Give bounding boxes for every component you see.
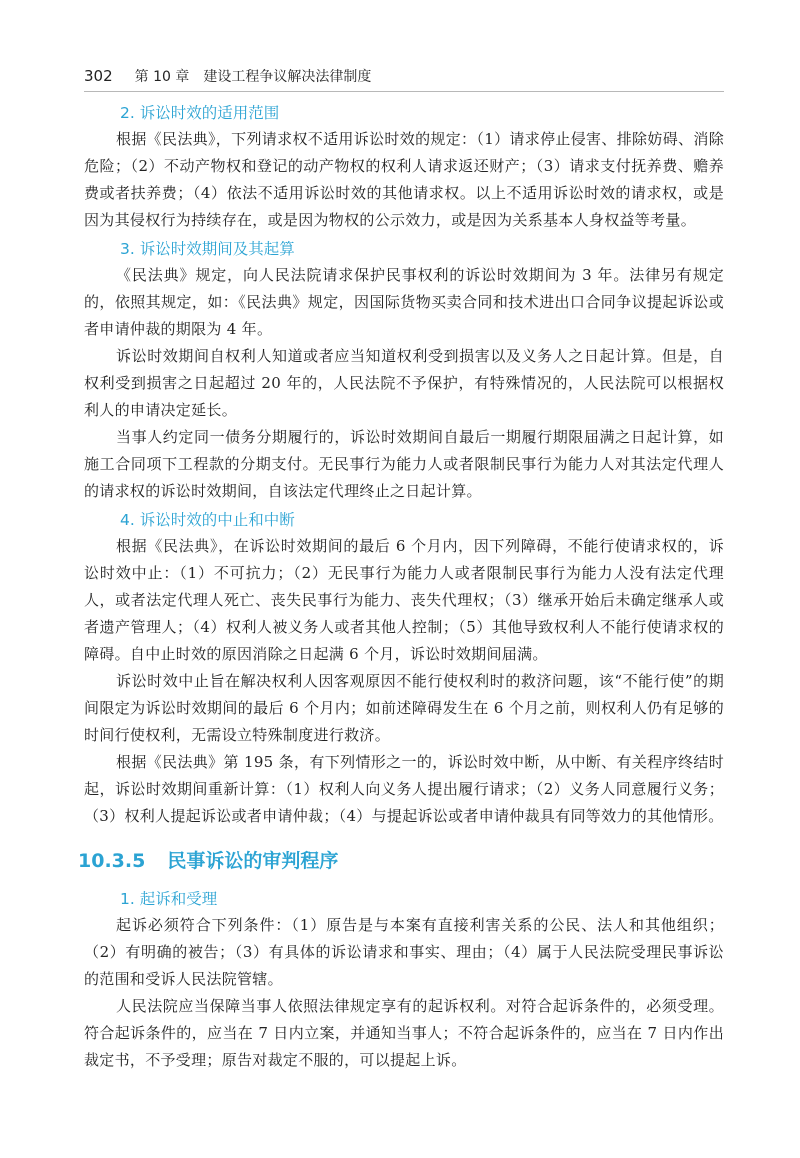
section-heading-suspension: 4. 诉讼时效的中止和中断 [120,511,295,529]
section-heading-scope: 2. 诉讼时效的适用范围 [120,104,280,122]
major-section-title: 民事诉讼的审判程序 [167,850,339,872]
paragraph: 根据《民法典》，在诉讼时效期间的最后 6 个月内，因下列障碍，不能行使请求权的，诉讼时效中止：（1）不可抗力；（2）无民事行为能力人或者限制民事行为能力人没有法定代理人，或者法定代理人死亡、丧失民事行为能力、丧失代理权；（3）继承开始后未确定继承人或者遗产管理人；（4）权利人被义务人或者其他人控制；（5）其他导致权利人不能行使请求权的障碍。自中止时效的原因消除之日起满 6 个月，诉讼时效期间届满。 [84,537,724,663]
major-section-number: 10.3.5 [78,850,146,872]
page-number: 302 [84,67,113,85]
chapter-number: 第 10 章 [134,69,190,85]
paragraph: 起诉必须符合下列条件：（1）原告是与本案有直接利害关系的公民、法人和其他组织；（2）有明确的被告；（3）有具体的诉讼请求和事实、理由；（4）属于人民法院受理民事诉讼的范围和受诉人民法院管辖。 [84,916,724,988]
paragraph: 人民法院应当保障当事人依照法律规定享有的起诉权利。对符合起诉条件的，必须受理。符合起诉条件的，应当在 7 日内立案，并通知当事人；不符合起诉条件的，应当在 7 日内作出裁定书，不予受理；原告对裁定不服的，可以提起上诉。 [84,997,724,1069]
paragraph: 根据《民法典》，下列请求权不适用诉讼时效的规定：（1）请求停止侵害、排除妨碍、消除危险；（2）不动产物权和登记的动产物权的权利人请求返还财产；（3）请求支付抚养费、赡养费或者扶养费；（4）依法不适用诉讼时效的其他请求权。以上不适用诉讼时效的请求权，或是因为其侵权行为持续存在，或是因为物权的公示效力，或是因为关系基本人身权益等考量。 [84,130,724,229]
paragraph: 诉讼时效中止旨在解决权利人因客观原因不能行使权利时的救济问题，该“不能行使”的期间限定为诉讼时效期间的最后 6 个月内；如前述障碍发生在 6 个月之前，则权利人仍有足够的时间行使权利，无需设立特殊制度进行救济。 [84,672,724,744]
section-heading-period: 3. 诉讼时效期间及其起算 [120,240,295,258]
paragraph: 《民法典》规定，向人民法院请求保护民事权利的诉讼时效期间为 3 年。法律另有规定的，依照其规定，如：《民法典》规定，因国际货物买卖合同和技术进出口合同争议提起诉讼或者申请仲裁的期限为 4 年。 [84,266,724,338]
paragraph: 当事人约定同一债务分期履行的，诉讼时效期间自最后一期履行期限届满之日起计算，如施工合同项下工程款的分期支付。无民事行为能力人或者限制民事行为能力人对其法定代理人的请求权的诉讼时效期间，自该法定代理终止之日起计算。 [84,428,724,500]
major-section-heading [78,846,724,876]
page-body [78,98,724,1074]
running-header [84,66,724,86]
chapter-title: 建设工程争议解决法律制度 [203,69,372,85]
section-heading-filing: 1. 起诉和受理 [120,890,218,908]
paragraph: 诉讼时效期间自权利人知道或者应当知道权利受到损害以及义务人之日起计算。但是，自权利受到损害之日起超过 20 年的，人民法院不予保护，有特殊情况的，人民法院可以根据权利人的申请决定延长。 [84,347,724,419]
header-divider [84,91,724,92]
paragraph: 根据《民法典》第 195 条，有下列情形之一的，诉讼时效中断，从中断、有关程序终结时起，诉讼时效期间重新计算：（1）权利人向义务人提出履行请求；（2）义务人同意履行义务；（3）权利人提起诉讼或者申请仲裁；（4）与提起诉讼或者申请仲裁具有同等效力的其他情形。 [84,753,724,825]
